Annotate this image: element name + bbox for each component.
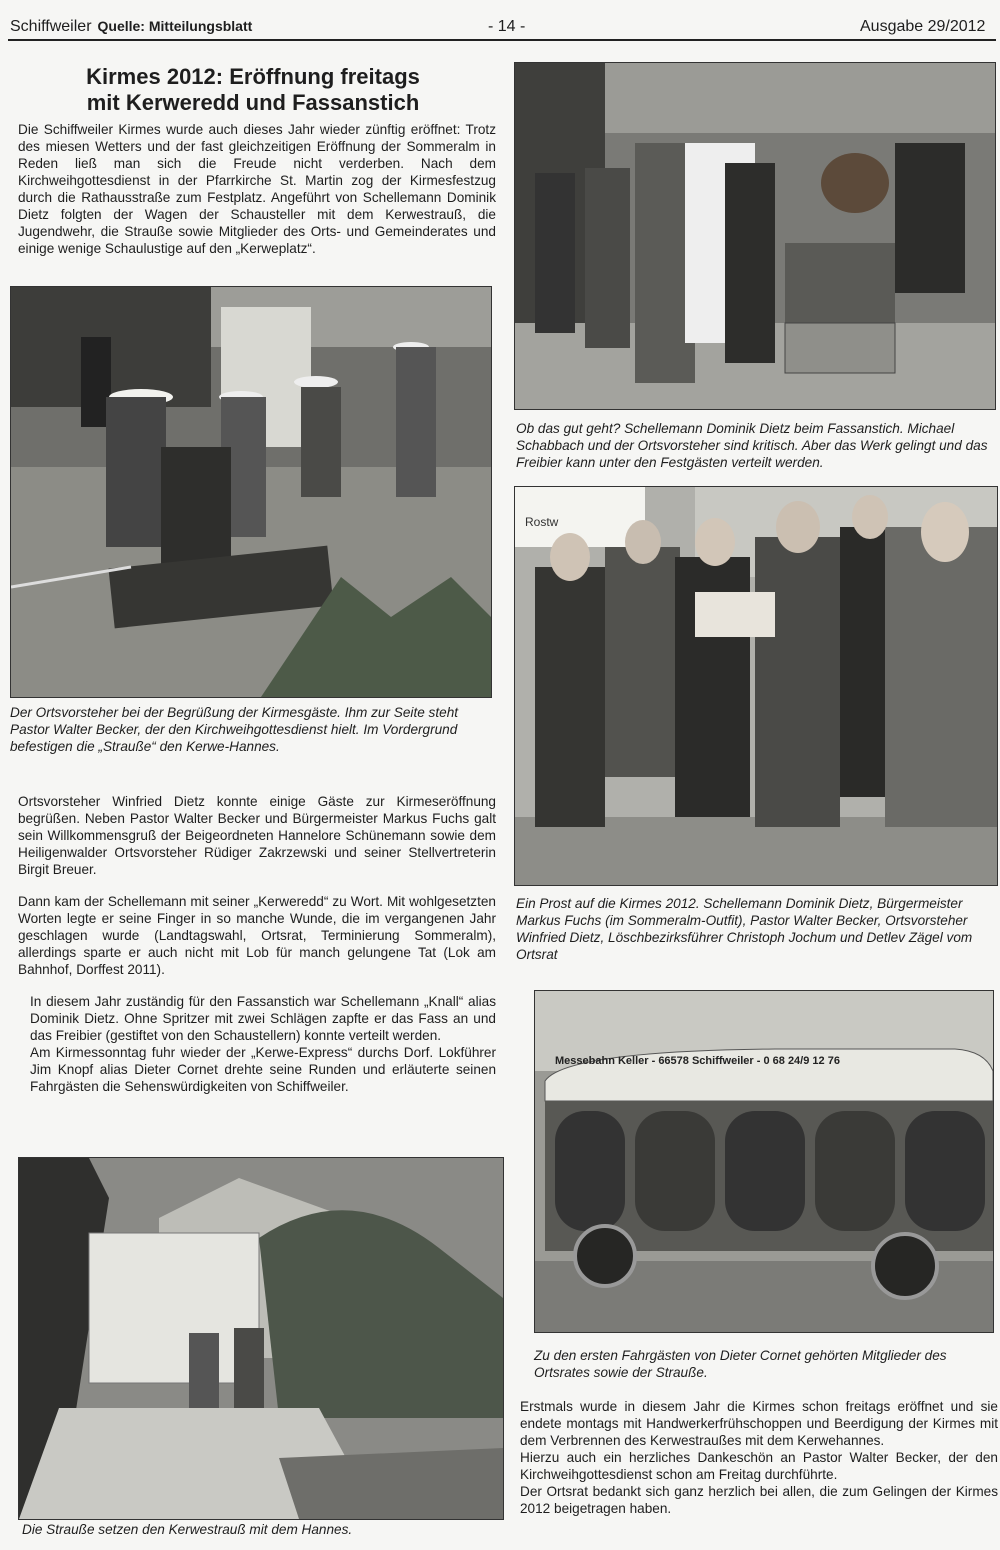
photo-kerwe-express-caption: Zu den ersten Fahrgästen von Dieter Cornet gehörten Mitglieder des Ortsrates sowie der Strauße. <box>534 1348 947 1380</box>
article-title: Kirmes 2012: Eröffnung freitags mit Kerweredd und Fassanstich <box>86 64 420 115</box>
header-town: Schiffweiler <box>10 18 92 35</box>
header-source: Quelle: Mitteilungsblatt <box>97 18 253 34</box>
article-para-3: In diesem Jahr zuständig für den Fassanstich war Schellemann „Knall“ alias Dominik Dietz. Ohne Spritzer mit zwei Schlägen zapfte er das Fass an und das Freibier (gestiftet von den Schaustellern) konnte verteilt werden. Am Kirmessonntag fuhr wieder der „Kerwe-Express“ durchs Dorf. Lokführer Jim Knopf alias Dieter Cornet drehte seine Runden und erläuterte seinen Fahrgästen die Sehenswürdigkeiten von Schiffweiler. <box>30 994 496 1094</box>
photo-prost <box>514 486 998 886</box>
photo-fassanstich <box>514 62 996 410</box>
page-number: - 14 - <box>488 18 526 35</box>
issue-number: Ausgabe 29/2012 <box>860 18 986 35</box>
photo-greeting <box>10 286 492 698</box>
photo-prost-sign: Rostw <box>525 515 559 529</box>
photo-fassanstich-caption: Ob das gut geht? Schellemann Dominik Dietz beim Fassanstich. Michael Schabbach und der Ortsvorsteher sind kritisch. Aber das Werk gelingt und das Freibier kann unter den Festgästen verteilt werden. <box>516 421 988 470</box>
photo-kerwe-express <box>534 990 994 1333</box>
article-para-2: Dann kam der Schellemann mit seiner „Kerweredd“ zu Wort. Mit wohlgesetzten Worten legte er seine Finger in so manche Wunde, die im vergangenen Jahr geschlagen wurde (Landtagswahl, Ortsrat, Terminierung Sommeralm), allerdings sparte er auch nicht mit Lob für manch gelungene Tat (Lok am Bahnhof, Dorffest 2011). <box>18 894 496 977</box>
header-left <box>10 18 252 36</box>
photo-kerwestrauss <box>18 1157 504 1520</box>
article-para-1: Ortsvorsteher Winfried Dietz konnte einige Gäste zur Kirmeseröffnung begrüßen. Neben Pastor Walter Becker und Bürgermeister Markus Fuchs galt sein Willkommensgruß der Beigeordneten Hannelore Schünemann sowie dem Heiligenwalder Ortsvorsteher Rüdiger Zakrzewski und seiner Stellvertreterin Birgit Breuer. <box>18 794 496 877</box>
article-intro: Die Schiffweiler Kirmes wurde auch dieses Jahr wieder zünftig eröffnet: Trotz des miesen Wetters und der fast gleichzeitigen Eröffnung der Sommeralm in Reden ließ man sich die Freude nicht verderben. Nach dem Kirchweihgottesdienst in der Pfarrkirche St. Martin zog der Kirmesfestzug durch die Rathausstraße zum Festplatz. Angeführt von Schellemann Dominik Dietz folgten der Wagen der Schausteller mit dem Kerwestrauß, die Jugendwehr, die Strauße sowie Mitglieder des Orts- und Gemeinderates und einige wenige Schaulustige auf den „Kerweplatz“. <box>18 122 496 256</box>
train-sign: Messebahn Keller - 66578 Schiffweiler - 0 68 24/9 12 76 <box>555 1055 840 1067</box>
header-rule <box>8 39 996 41</box>
photo-kerwestrauss-caption: Die Strauße setzen den Kerwestrauß mit dem Hannes. <box>22 1522 353 1537</box>
photo-greeting-caption: Der Ortsvorsteher bei der Begrüßung der Kirmesgäste. Ihm zur Seite steht Pastor Walter Becker, der den Kirchweihgottesdienst hielt. Im Vordergrund befestigen die „Strauße“ den Kerwe-Hannes. <box>10 705 459 754</box>
photo-prost-caption: Ein Prost auf die Kirmes 2012. Schellemann Dominik Dietz, Bürgermeister Markus Fuchs (im Sommeralm-Outfit), Pastor Walter Becker, Ortsvorsteher Winfried Dietz, Löschbezirksführer Christoph Jochum und Detlev Zägel vom Ortsrat <box>516 896 973 962</box>
article-para-4: Erstmals wurde in diesem Jahr die Kirmes schon freitags eröffnet und sie endete montags mit Handwerkerfrühschoppen und Beerdigung der Kirmes mit dem Verbrennen des Kerwestraußes mit dem Kerwehannes. Hierzu auch ein herzliches Dankeschön an Pastor Walter Becker, der den Kirchweihgottesdienst schon am Freitag durchführte. Der Ortsrat bedankt sich ganz herzlich bei allen, die zum Gelingen der Kirmes 2012 beigetragen haben. <box>520 1399 998 1516</box>
